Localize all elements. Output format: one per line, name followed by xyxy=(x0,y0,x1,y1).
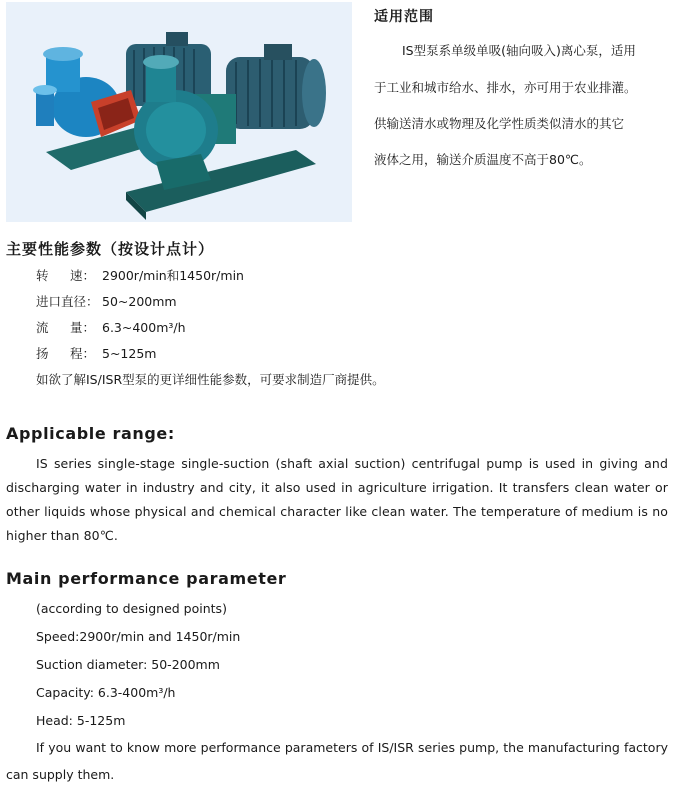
cn-param-label-b: 速： xyxy=(70,268,96,283)
en-param-diameter: Suction diameter: 50-200mm xyxy=(36,657,220,672)
en-param-capacity: Capacity: 6.3-400m³/h xyxy=(36,685,176,700)
cn-param-label-b: 量： xyxy=(70,320,96,335)
product-image xyxy=(6,2,352,222)
cn-scope-line-3: 供输送清水或物理及化学性质类似清水的其它 xyxy=(374,116,625,131)
cn-params-title: 主要性能参数（按设计点计） xyxy=(6,240,215,258)
cn-param-speed xyxy=(36,269,244,283)
en-params-title: Main performance parameter xyxy=(6,569,287,588)
cn-param-label-b: 程： xyxy=(70,346,96,361)
en-param-note: (according to designed points) xyxy=(36,601,227,616)
en-params-note: If you want to know more performance parameters of IS/ISR series pump, the manufacturing factory can supply them. xyxy=(6,740,668,782)
cn-scope-line-2: 于工业和城市给水、排水，亦可用于农业排灌。 xyxy=(374,80,637,95)
pump-illustration xyxy=(6,2,352,222)
en-param-speed: Speed:2900r/min and 1450r/min xyxy=(36,629,241,644)
cn-param-value: 2900r/min和1450r/min xyxy=(102,268,244,283)
cn-param-label-a: 转 xyxy=(36,268,49,283)
cn-scope-line-4: 液体之用，输送介质温度不高于80℃。 xyxy=(374,152,592,167)
cn-param-value: 50~200mm xyxy=(102,294,177,309)
en-scope-paragraph: IS series single-stage single-suction (shaft axial suction) centrifugal pump is used in giving and discharging water in industry and city, it also used in agriculture irrigation. It transfers clean water or other liquids whose physical and chemical character like clean water. The temperature of medium is no higher than 80℃. xyxy=(6,456,668,543)
en-scope-title: Applicable range: xyxy=(6,424,175,443)
front-motor xyxy=(226,57,314,129)
cn-param-label-a: 扬 xyxy=(36,346,49,361)
cn-param-label-a: 流 xyxy=(36,320,49,335)
cn-param-label-a: 进口直径： xyxy=(36,294,99,309)
cn-param-diameter xyxy=(36,295,177,309)
cn-param-value: 5~125m xyxy=(102,346,157,361)
cn-params-note: 如欲了解IS/ISR型泵的更详细性能参数，可要求制造厂商提供。 xyxy=(36,372,385,387)
cn-param-flow xyxy=(36,321,186,335)
cn-scope-line-1: IS型泵系单级单吸(轴向吸入)离心泵，适用 xyxy=(402,43,636,58)
cn-param-value: 6.3~400m³/h xyxy=(102,320,186,335)
cn-scope-title: 适用范围 xyxy=(374,9,434,25)
cn-param-head xyxy=(36,347,156,361)
en-param-head: Head: 5-125m xyxy=(36,713,126,728)
